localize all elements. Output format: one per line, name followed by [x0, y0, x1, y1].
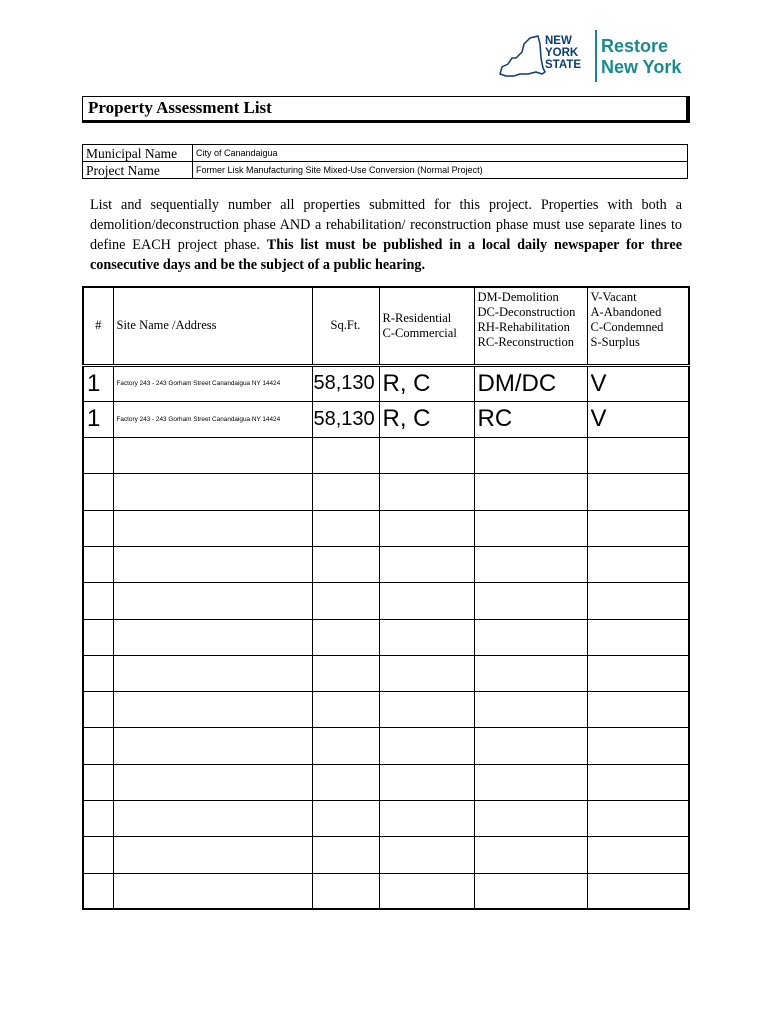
row-phase: DM/DC [474, 365, 587, 401]
empty-cell [83, 728, 113, 764]
empty-cell [113, 546, 312, 582]
empty-cell [83, 655, 113, 691]
row-site: Factory 243 - 243 Gorham Street Canandaigua NY 14424 [113, 401, 312, 437]
empty-cell [83, 764, 113, 800]
empty-table-row [83, 764, 689, 800]
empty-cell [587, 873, 689, 909]
instructions-bold: This list must be published in a local daily newspaper for three consecutive days and be the subject of a public hearing. [90, 237, 682, 273]
empty-cell [312, 837, 379, 873]
empty-table-row [83, 546, 689, 582]
empty-cell [587, 619, 689, 655]
row-sqft: 58,130 [312, 365, 379, 401]
empty-cell [83, 546, 113, 582]
header-site: Site Name /Address [113, 287, 312, 365]
empty-cell [474, 801, 587, 837]
empty-cell [113, 583, 312, 619]
empty-cell [474, 655, 587, 691]
empty-cell [113, 619, 312, 655]
empty-cell [312, 764, 379, 800]
header-sqft: Sq.Ft. [312, 287, 379, 365]
empty-cell [83, 873, 113, 909]
empty-cell [587, 583, 689, 619]
empty-cell [379, 873, 474, 909]
empty-cell [379, 474, 474, 510]
row-sqft: 58,130 [312, 401, 379, 437]
empty-cell [113, 873, 312, 909]
empty-cell [587, 764, 689, 800]
empty-table-row [83, 692, 689, 728]
empty-table-row [83, 438, 689, 474]
empty-cell [587, 546, 689, 582]
empty-cell [83, 801, 113, 837]
instructions [90, 195, 682, 275]
empty-cell [83, 510, 113, 546]
row-number: 1 [83, 365, 113, 401]
empty-cell [113, 510, 312, 546]
empty-cell [113, 438, 312, 474]
empty-cell [379, 438, 474, 474]
empty-cell [587, 510, 689, 546]
project-name-label: Project Name [83, 162, 193, 179]
header-phase: DM-Demolition DC-Deconstruction RH-Rehabilitation RC-Reconstruction [474, 287, 587, 365]
empty-cell [474, 619, 587, 655]
empty-cell [83, 583, 113, 619]
row-number: 1 [83, 401, 113, 437]
empty-cell [474, 510, 587, 546]
municipal-name-value: City of Canandaigua [193, 145, 688, 162]
page-title: Property Assessment List [82, 96, 690, 123]
table-row [83, 401, 689, 437]
empty-cell [474, 474, 587, 510]
empty-cell [113, 655, 312, 691]
header-status: V-Vacant A-Abandoned C-Condemned S-Surplus [587, 287, 689, 365]
empty-cell [379, 510, 474, 546]
empty-table-row [83, 655, 689, 691]
empty-cell [379, 619, 474, 655]
empty-table-row [83, 619, 689, 655]
empty-cell [587, 655, 689, 691]
empty-cell [587, 474, 689, 510]
empty-cell [379, 546, 474, 582]
empty-table-row [83, 474, 689, 510]
empty-cell [379, 837, 474, 873]
empty-cell [474, 764, 587, 800]
empty-cell [474, 583, 587, 619]
empty-cell [379, 655, 474, 691]
empty-cell [587, 692, 689, 728]
empty-cell [113, 837, 312, 873]
logo-divider [595, 30, 597, 82]
empty-cell [312, 801, 379, 837]
empty-cell [83, 837, 113, 873]
empty-cell [113, 764, 312, 800]
municipal-name-label: Municipal Name [83, 145, 193, 162]
empty-cell [83, 438, 113, 474]
empty-cell [474, 438, 587, 474]
empty-cell [113, 474, 312, 510]
row-use: R, C [379, 365, 474, 401]
logo-brand-text: Restore New York [601, 36, 682, 77]
empty-cell [587, 837, 689, 873]
empty-table-row [83, 873, 689, 909]
row-status: V [587, 365, 689, 401]
empty-cell [587, 801, 689, 837]
empty-cell [113, 801, 312, 837]
empty-cell [474, 837, 587, 873]
empty-table-row [83, 801, 689, 837]
empty-cell [312, 655, 379, 691]
table-row [83, 365, 689, 401]
empty-cell [312, 728, 379, 764]
empty-cell [474, 728, 587, 764]
logo-state-text: NEW YORK STATE [545, 35, 581, 71]
empty-cell [379, 728, 474, 764]
row-site: Factory 243 - 243 Gorham Street Canandaigua NY 14424 [113, 365, 312, 401]
empty-cell [587, 728, 689, 764]
empty-table-row [83, 510, 689, 546]
empty-cell [474, 873, 587, 909]
project-name-value: Former Lisk Manufacturing Site Mixed-Use Conversion (Normal Project) [193, 162, 688, 179]
empty-table-row [83, 583, 689, 619]
empty-cell [312, 510, 379, 546]
empty-cell [312, 546, 379, 582]
row-status: V [587, 401, 689, 437]
table-header-row [83, 287, 689, 365]
property-table [82, 286, 690, 910]
empty-cell [312, 619, 379, 655]
empty-cell [83, 692, 113, 728]
instructions-text: List and sequentially number all properties submitted for this project. Properties with both a demolition/deconstruction phase AND a rehabilitation/ reconstruction phase must use separate lines to define EACH project phase. [90, 197, 682, 253]
empty-cell [312, 438, 379, 474]
project-info-table [82, 144, 688, 179]
empty-table-row [83, 728, 689, 764]
empty-cell [83, 619, 113, 655]
empty-cell [379, 583, 474, 619]
row-phase: RC [474, 401, 587, 437]
ny-state-outline-icon [498, 34, 548, 80]
header-number: # [83, 287, 113, 365]
empty-cell [587, 438, 689, 474]
empty-cell [113, 728, 312, 764]
header-use: R-Residential C-Commercial [379, 287, 474, 365]
empty-cell [379, 764, 474, 800]
empty-table-row [83, 837, 689, 873]
empty-cell [474, 692, 587, 728]
empty-cell [113, 692, 312, 728]
empty-cell [83, 474, 113, 510]
empty-cell [379, 801, 474, 837]
empty-cell [312, 474, 379, 510]
empty-cell [312, 692, 379, 728]
empty-cell [312, 583, 379, 619]
empty-cell [379, 692, 474, 728]
empty-cell [474, 546, 587, 582]
row-use: R, C [379, 401, 474, 437]
empty-cell [312, 873, 379, 909]
